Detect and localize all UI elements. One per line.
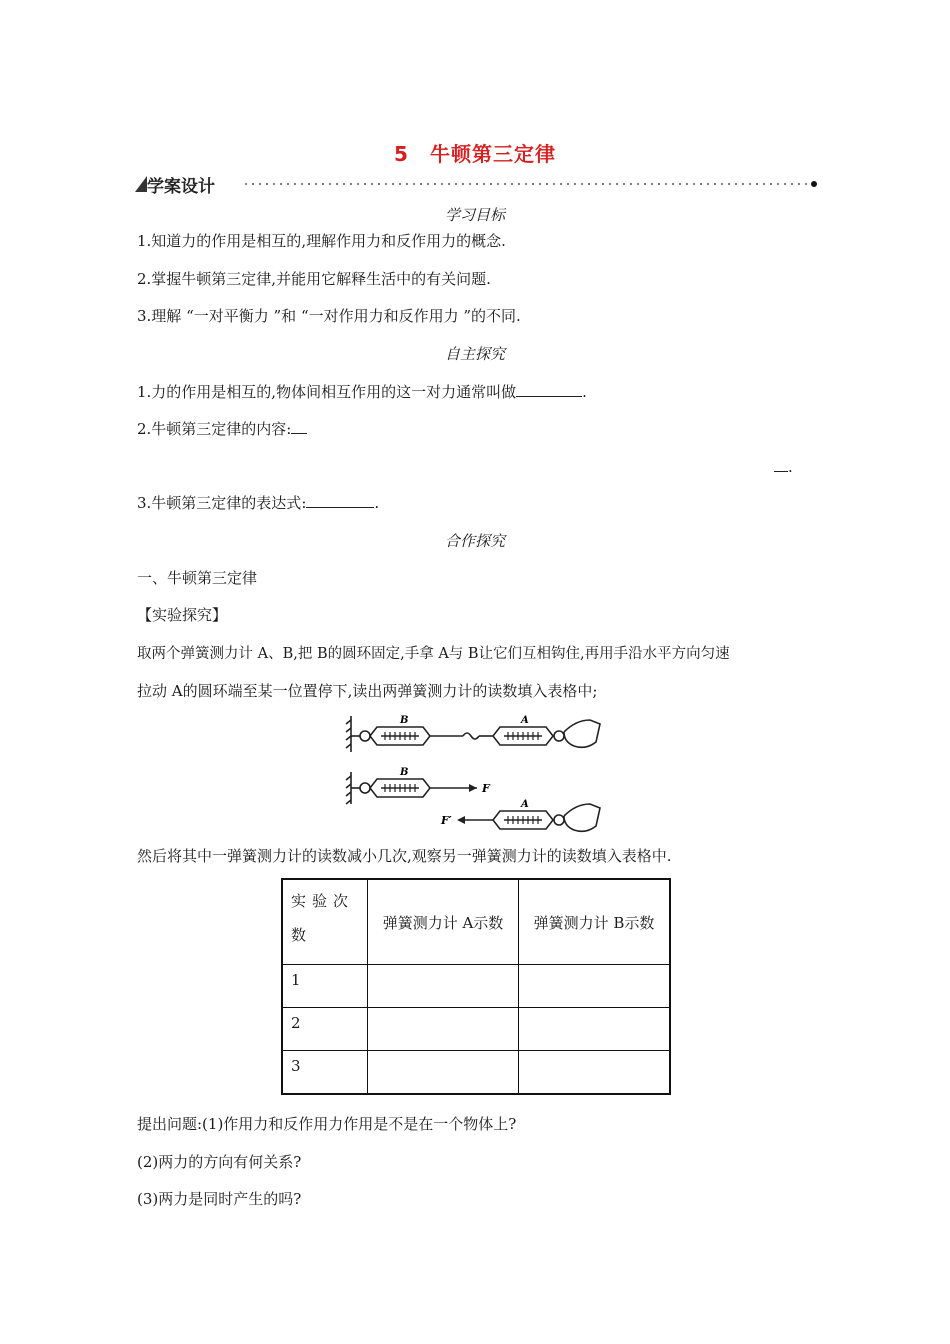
self-item-3 xyxy=(137,492,379,513)
trial-number: 3 xyxy=(282,1051,368,1095)
self-item-2 xyxy=(137,418,307,439)
table-cell-empty[interactable] xyxy=(519,965,671,1008)
trial-number: 2 xyxy=(282,1008,368,1051)
table-row xyxy=(282,965,670,1008)
trial-number: 1 xyxy=(282,965,368,1008)
table-cell-empty[interactable] xyxy=(368,1008,519,1051)
self-item-1 xyxy=(137,381,587,402)
self-item-1-end: . xyxy=(582,383,587,401)
banner-dotted-rule xyxy=(135,172,820,194)
section-banner xyxy=(135,172,820,197)
answer-blank[interactable] xyxy=(516,381,582,397)
table-cell-empty[interactable] xyxy=(368,965,519,1008)
table-header-cell: 弹簧测力计 A示数 xyxy=(368,879,519,965)
label-force-f-prime: F′ xyxy=(441,814,452,827)
self-item-1-text: 1.力的作用是相互的,物体间相互作用的这一对力通常叫做 xyxy=(137,383,517,401)
part-heading: 一、牛顿第三定律 xyxy=(137,569,258,587)
table-cell-empty[interactable] xyxy=(519,1051,671,1095)
heading-cooperative: 合作探究 xyxy=(444,532,505,550)
question-1: 提出问题:(1)作用力和反作用力作用是不是在一个物体上? xyxy=(137,1115,517,1133)
question-3: (3)两力是同时产生的吗? xyxy=(137,1190,302,1208)
label-a-bottom: A xyxy=(521,799,529,810)
self-item-2-text: 2.牛顿第三定律的内容: xyxy=(137,420,292,438)
table-header-row xyxy=(282,879,670,965)
heading-goals: 学习目标 xyxy=(444,206,505,224)
heading-self-study: 自主探究 xyxy=(444,345,505,363)
label-b-top: B xyxy=(400,715,409,726)
banner-label: 学案设计 xyxy=(147,177,215,197)
table-row xyxy=(282,1051,670,1095)
self-item-3-text: 3.牛顿第三定律的表达式: xyxy=(137,494,307,512)
table-cell-empty[interactable] xyxy=(368,1051,519,1095)
experiment-text-2: 拉动 A的圆环端至某一位置停下,读出两弹簧测力计的读数填入表格中; xyxy=(137,682,598,700)
label-force-f: F xyxy=(482,782,490,795)
experiment-text-3: 然后将其中一弹簧测力计的读数减小几次,观察另一弹簧测力计的读数填入表格中. xyxy=(137,847,672,865)
answer-blank[interactable] xyxy=(774,456,788,472)
table-cell-empty[interactable] xyxy=(519,1008,671,1051)
label-b-mid: B xyxy=(400,767,409,778)
self-item-2-tail xyxy=(774,456,793,476)
table-header-cell: 实验次数 xyxy=(282,879,368,965)
goal-item-2: 2.掌握牛顿第三定律,并能用它解释生活中的有关问题. xyxy=(137,270,491,288)
table-header-cell: 弹簧测力计 B示数 xyxy=(519,879,671,965)
goal-item-1: 1.知道力的作用是相互的,理解作用力和反作用力的概念. xyxy=(137,232,506,250)
spring-scale-figure xyxy=(345,710,605,842)
answer-blank[interactable] xyxy=(306,492,374,508)
experiment-heading: 【实验探究】 xyxy=(137,606,228,624)
answer-blank[interactable] xyxy=(291,418,307,434)
self-item-3-end: . xyxy=(374,494,380,512)
self-item-2-end: . xyxy=(788,458,793,476)
experiment-text-1: 取两个弹簧测力计 A、B,把 B的圆环固定,手拿 A与 B让它们互相钩住,再用手沿水平方向匀速 xyxy=(137,646,730,662)
results-table xyxy=(281,878,671,1095)
question-2: (2)两力的方向有何关系? xyxy=(137,1153,302,1171)
label-a-top: A xyxy=(521,715,529,726)
page-title: 5 牛顿第三定律 xyxy=(394,142,556,166)
table-row xyxy=(282,1008,670,1051)
goal-item-3: 3.理解 “一对平衡力 ”和 “一对作用力和反作用力 ”的不同. xyxy=(137,307,521,325)
